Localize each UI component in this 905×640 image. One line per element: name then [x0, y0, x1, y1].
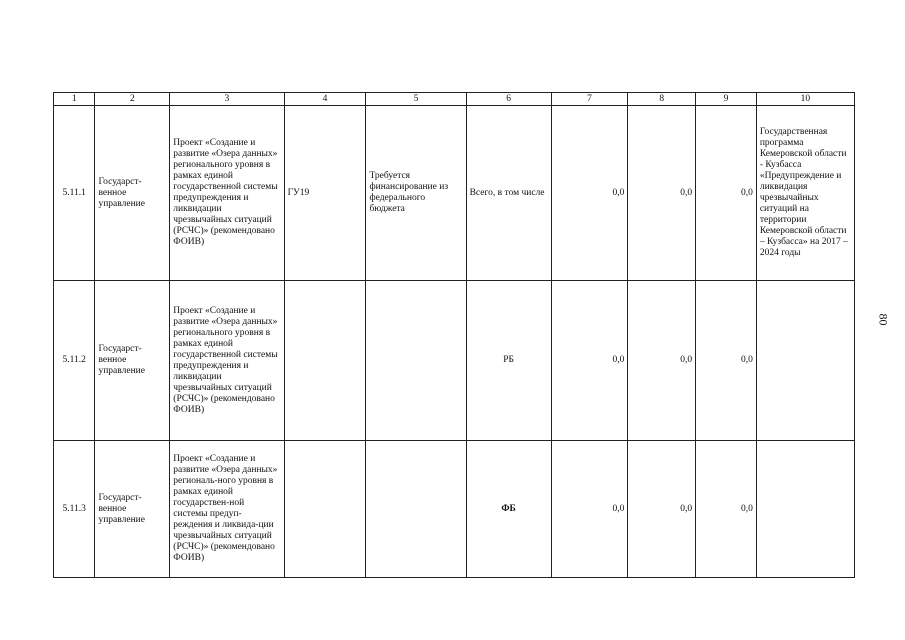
table-row	[54, 106, 855, 281]
column-header: 8	[628, 93, 696, 106]
financing-table	[53, 92, 855, 578]
row-financing	[366, 281, 466, 441]
row-value-9: 0,0	[696, 281, 757, 441]
row-value-7: 0,0	[551, 106, 628, 281]
row-project: Проект «Создание и развитие «Озера данных» регионального уровня в рамках единой государственной системы предупреждения и ликвидации чрезвычайных ситуаций (РСЧС)» (рекомендовано ФОИВ)	[170, 106, 284, 281]
column-header: 2	[95, 93, 170, 106]
row-code	[284, 441, 366, 578]
row-value-8: 0,0	[628, 281, 696, 441]
row-code	[284, 281, 366, 441]
row-program	[756, 281, 854, 441]
column-header: 1	[54, 93, 95, 106]
row-number: 5.11.2	[54, 281, 95, 441]
table-row	[54, 281, 855, 441]
row-financing	[366, 441, 466, 578]
table-header-row	[54, 93, 855, 106]
row-number: 5.11.3	[54, 441, 95, 578]
row-source: РБ	[466, 281, 551, 441]
row-type: Государст-венное управление	[95, 106, 170, 281]
column-header: 7	[551, 93, 628, 106]
row-type: Государст-венное управление	[95, 281, 170, 441]
row-program: Государственная программа Кемеровской области - Кузбасса «Предупреждение и ликвидация чрезвычайных ситуаций на территории Кемеровской области – Кузбасса» на 2017 – 2024 годы	[756, 106, 854, 281]
column-header: 3	[170, 93, 284, 106]
row-financing: Требуется финансирование из федерального бюджета	[366, 106, 466, 281]
column-header: 10	[756, 93, 854, 106]
column-header: 4	[284, 93, 366, 106]
row-value-8: 0,0	[628, 441, 696, 578]
column-header: 6	[466, 93, 551, 106]
row-value-9: 0,0	[696, 441, 757, 578]
row-program	[756, 441, 854, 578]
row-source: ФБ	[466, 441, 551, 578]
row-code: ГУ19	[284, 106, 366, 281]
column-header: 9	[696, 93, 757, 106]
row-project: Проект «Создание и развитие «Озера данных» регионального уровня в рамках единой государственной системы предупреждения и ликвидации чрезвычайных ситуаций (РСЧС)» (рекомендовано ФОИВ)	[170, 281, 284, 441]
row-type: Государст-венное управление	[95, 441, 170, 578]
row-project: Проект «Создание и развитие «Озера данных» региональ-ного уровня в рамках единой государствен-ной системы предуп-реждения и ликвида-ции чрезвычайных ситуаций (РСЧС)» (рекомендовано ФОИВ)	[170, 441, 284, 578]
row-source: Всего, в том числе	[466, 106, 551, 281]
column-header: 5	[366, 93, 466, 106]
row-value-7: 0,0	[551, 281, 628, 441]
table-row	[54, 441, 855, 578]
row-value-9: 0,0	[696, 106, 757, 281]
page-number: 80	[876, 313, 891, 326]
row-number: 5.11.1	[54, 106, 95, 281]
row-value-7: 0,0	[551, 441, 628, 578]
row-value-8: 0,0	[628, 106, 696, 281]
